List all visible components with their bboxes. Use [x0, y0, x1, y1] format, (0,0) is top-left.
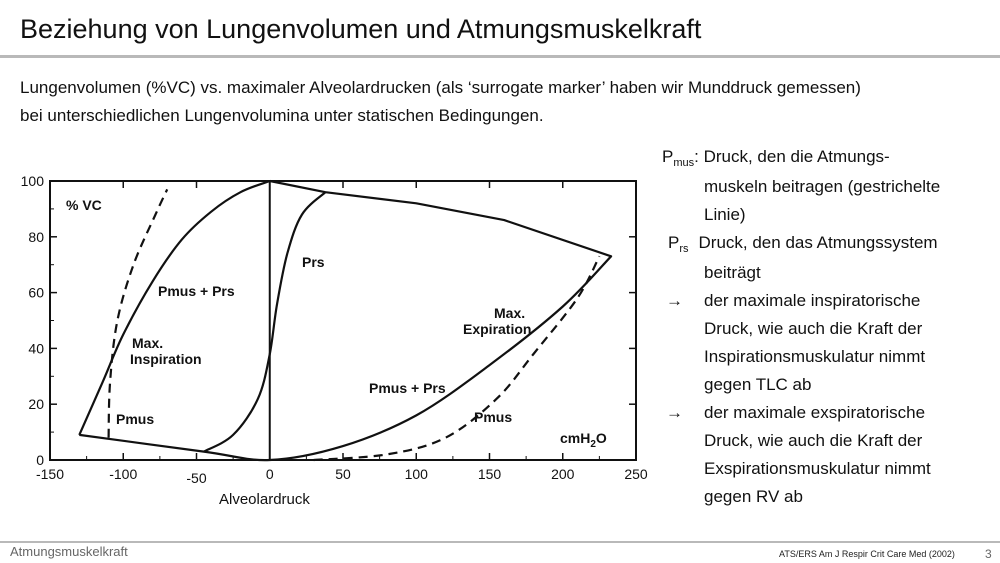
- x-tick-label: 0: [265, 466, 274, 482]
- pmus-symbol: P: [662, 147, 674, 166]
- x-tick-label: -50: [186, 470, 207, 486]
- x-tick-label: 200: [551, 466, 575, 482]
- annot-pmus-right: Pmus: [474, 409, 513, 425]
- ylabel: % VC: [66, 197, 102, 213]
- point1-line-4: gegen TLC ab: [704, 375, 812, 394]
- point2-line-2: Druck, wie auch die Kraft der: [704, 431, 923, 450]
- point2-line-4: gegen RV ab: [704, 487, 803, 506]
- series-pmus: [314, 256, 600, 460]
- prs-line-1: Druck, den das Atmungssystem: [698, 233, 938, 252]
- slide-title: Beziehung von Lungenvolumen und Atmungsmuskelkraft: [20, 14, 702, 44]
- pmus-line-2: muskeln beitragen (gestrichelte: [704, 177, 941, 196]
- annot-prs: Prs: [302, 254, 325, 270]
- point2-line-3: Exspirationsmuskulatur nimmt: [704, 459, 931, 478]
- series-prs: [204, 192, 326, 451]
- labels-layer: [66, 197, 607, 508]
- point2-line-1: der maximale exspiratorische: [704, 403, 926, 422]
- pmus-line-1: : Druck, den die Atmungs-: [694, 147, 890, 166]
- pmus-subscript: mus: [673, 157, 695, 169]
- x-tick-label: -100: [109, 466, 138, 482]
- prs-subscript: rs: [679, 243, 689, 255]
- y-tick-label: 0: [36, 452, 44, 468]
- footer-reference: ATS/ERS Am J Respir Crit Care Med (2002): [779, 549, 955, 559]
- y-tick-label: 40: [28, 340, 44, 357]
- lung-volume-chart: [0, 160, 660, 520]
- arrow-right-icon: →: [666, 291, 683, 310]
- x-tick-label: 50: [335, 466, 351, 482]
- annot-max-insp-2: Inspiration: [130, 351, 202, 367]
- point1-line-1: der maximale inspiratorische: [704, 291, 921, 310]
- annot-max-exp-1: Max.: [494, 305, 526, 321]
- y-tick-label: 100: [20, 173, 44, 189]
- x-tick-label: -150: [35, 466, 65, 482]
- y-tick-label: 60: [28, 284, 44, 301]
- series-pmus: [109, 189, 168, 437]
- annot-max-exp-2: Expiration: [463, 321, 532, 337]
- intro-line-1: Lungenvolumen (%VC) vs. maximaler Alveolardrucken (als ‘surrogate marker’ haben wir Munddruck gemessen): [20, 78, 861, 97]
- y-tick-label: 20: [28, 396, 44, 413]
- intro-line-2: bei unterschiedlichen Lungenvolumina unter statischen Bedingungen.: [20, 106, 544, 125]
- note-pmus: [662, 143, 997, 229]
- annot-pmus-prs-right: Pmus + Prs: [369, 380, 446, 396]
- y-tick-label: 80: [28, 228, 44, 245]
- x-tick-label: 100: [404, 466, 428, 482]
- annot-pmus-prs-left: Pmus + Prs: [158, 283, 235, 299]
- arrow-right-icon: →: [666, 403, 683, 422]
- annot-unit: cmH$_2$O: [560, 430, 607, 450]
- annot-pmus-left: Pmus: [116, 411, 155, 427]
- series-pmus-prs: [79, 181, 269, 435]
- footer-title: Atmungsmuskelkraft: [10, 544, 128, 559]
- x-tick-label: 250: [624, 466, 648, 482]
- prs-symbol: P: [668, 233, 680, 252]
- note-prs: [662, 229, 997, 287]
- annot-max-insp-1: Max.: [132, 335, 164, 351]
- title-divider: [0, 55, 1000, 58]
- prs-line-2: beiträgt: [704, 263, 761, 282]
- note-point-1: [662, 287, 997, 399]
- page-number: 3: [985, 547, 992, 561]
- pmus-line-3: Linie): [704, 205, 746, 224]
- footer-divider: [0, 541, 1000, 543]
- intro-text: [20, 74, 990, 130]
- chart-svg: [0, 160, 660, 520]
- notes-panel: [662, 143, 997, 511]
- point1-line-2: Druck, wie auch die Kraft der: [704, 319, 923, 338]
- xlabel: Alveolardruck: [219, 491, 310, 508]
- note-point-2: [662, 399, 997, 511]
- x-tick-label: 150: [477, 466, 502, 482]
- point1-line-3: Inspirationsmuskulatur nimmt: [704, 347, 926, 366]
